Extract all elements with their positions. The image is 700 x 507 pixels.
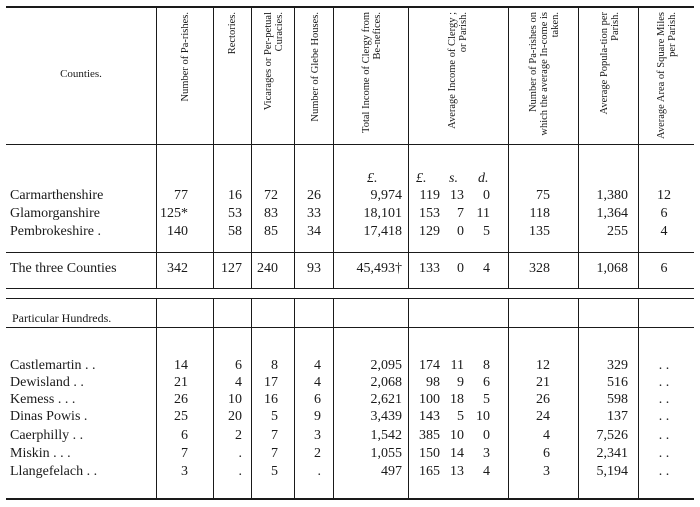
cell-rectories: 20 (228, 409, 242, 424)
header-parishes-average-text: Number of Pa-rishes on which the average In-come is taken. (527, 12, 561, 136)
cell-vicarages: 17 (264, 375, 278, 390)
horizontal-rule (6, 298, 694, 299)
cell-rectories: 53 (228, 206, 242, 221)
cell-shillings: 13 (450, 464, 464, 479)
cell-area: . . (658, 392, 670, 407)
cell-population: 598 (607, 392, 628, 407)
cell-vicarages: 7 (271, 428, 278, 443)
cell-total: 17,418 (363, 224, 402, 239)
unit-shillings: s. (449, 171, 458, 186)
cell-parishes: 26 (174, 392, 188, 407)
cell-parishes: 6 (181, 428, 188, 443)
cell-parishes: 21 (174, 375, 188, 390)
cell-population: 1,380 (596, 188, 628, 203)
cell-shillings: 5 (457, 409, 464, 424)
cell-vicarages: 5 (271, 464, 278, 479)
cell-rectories: 2 (235, 428, 242, 443)
vertical-rule (156, 298, 157, 498)
cell-area: 6 (660, 261, 668, 276)
vertical-rule (578, 8, 579, 288)
cell-shillings: 7 (457, 206, 464, 221)
cell-glebe: 93 (307, 261, 321, 276)
cell-population: 255 (607, 224, 628, 239)
cell-vicarages: 85 (264, 224, 278, 239)
cell-glebe: 9 (314, 409, 321, 424)
horizontal-rule (6, 288, 694, 289)
cell-glebe: 33 (307, 206, 321, 221)
cell-total: 1,055 (370, 446, 402, 461)
cell-area: 4 (660, 224, 668, 239)
vertical-rule (294, 8, 295, 288)
cell-pence: 0 (483, 428, 490, 443)
section-title-hundreds: Particular Hundreds. (12, 311, 112, 325)
cell-population: 2,341 (596, 446, 628, 461)
cell-parishes-avg: 21 (536, 375, 550, 390)
horizontal-rule (6, 327, 694, 328)
cell-area: . . (658, 375, 670, 390)
cell-vicarages: 16 (264, 392, 278, 407)
cell-name: Glamorganshire (10, 206, 100, 221)
cell-name: The three Counties (10, 261, 117, 276)
cell-pence: 5 (483, 392, 490, 407)
cell-rectories: 6 (235, 358, 242, 373)
cell-pounds: 174 (419, 358, 440, 373)
cell-name: Caerphilly . . (10, 428, 84, 443)
cell-total: 45,493† (356, 261, 402, 276)
cell-total: 18,101 (363, 206, 402, 221)
cell-rectories: 127 (221, 261, 242, 276)
cell-glebe: 26 (307, 188, 321, 203)
vertical-rule (294, 298, 295, 498)
cell-parishes: 342 (167, 261, 188, 276)
header-average-income-text: Average Income of Clergy ; or Parish. (447, 12, 469, 129)
cell-pounds: 129 (419, 224, 440, 239)
cell-pounds: 385 (419, 428, 440, 443)
vertical-rule (156, 8, 157, 288)
header-average-population (582, 12, 637, 140)
cell-rectories: . (238, 464, 242, 479)
header-average-income (412, 12, 504, 140)
header-vicarages (255, 12, 293, 140)
header-average-population-text: Average Popula-tion per Parish. (598, 12, 621, 115)
cell-name: Kemess . . . (10, 392, 76, 407)
cell-total: 2,621 (370, 392, 402, 407)
cell-glebe: 34 (307, 224, 321, 239)
cell-pence: 3 (483, 446, 490, 461)
cell-total: 1,542 (370, 428, 402, 443)
header-parishes (160, 12, 210, 140)
cell-pence: 10 (476, 409, 490, 424)
cell-shillings: 18 (450, 392, 464, 407)
cell-pence: 8 (483, 358, 490, 373)
cell-vicarages: 83 (264, 206, 278, 221)
cell-vicarages: 240 (257, 261, 278, 276)
cell-parishes: 125* (160, 206, 188, 221)
cell-glebe: 6 (314, 392, 321, 407)
horizontal-rule (6, 6, 694, 8)
cell-pence: 4 (483, 464, 490, 479)
cell-pounds: 143 (419, 409, 440, 424)
unit-pence: d. (478, 171, 489, 186)
cell-name: Dinas Powis . (10, 409, 88, 424)
header-total-income-text: Total Income of Clergy from Be-nefices. (361, 12, 383, 133)
header-counties: Counties. (60, 68, 102, 80)
vertical-rule (578, 298, 579, 498)
vertical-rule (213, 8, 214, 288)
cell-parishes: 7 (181, 446, 188, 461)
cell-pence: 11 (476, 206, 490, 221)
cell-pounds: 119 (419, 188, 440, 203)
cell-area: 12 (657, 188, 671, 203)
cell-parishes: 3 (181, 464, 188, 479)
cell-total: 2,095 (370, 358, 402, 373)
horizontal-rule (6, 144, 694, 145)
cell-rectories: 58 (228, 224, 242, 239)
cell-parishes-avg: 24 (536, 409, 550, 424)
cell-parishes: 140 (167, 224, 188, 239)
cell-area: . . (658, 428, 670, 443)
cell-pounds: 133 (419, 261, 440, 276)
cell-pounds: 165 (419, 464, 440, 479)
cell-vicarages: 72 (264, 188, 278, 203)
cell-shillings: 9 (457, 375, 464, 390)
cell-parishes-avg: 6 (543, 446, 550, 461)
cell-area: . . (658, 409, 670, 424)
header-average-area (642, 12, 692, 140)
cell-pounds: 98 (426, 375, 440, 390)
vertical-rule (251, 8, 252, 288)
cell-name: Llangefelach . . (10, 464, 98, 479)
cell-parishes-avg: 12 (536, 358, 550, 373)
cell-area: . . (658, 446, 670, 461)
cell-rectories: 10 (228, 392, 242, 407)
header-rectories (217, 12, 247, 140)
cell-rectories: . (238, 446, 242, 461)
horizontal-rule (6, 252, 694, 253)
cell-name: Miskin . . . (10, 446, 71, 461)
cell-parishes-avg: 26 (536, 392, 550, 407)
cell-glebe: 3 (314, 428, 321, 443)
header-average-area-text: Average Area of Square Miles per Parish. (656, 12, 678, 139)
cell-area: . . (658, 464, 670, 479)
vertical-rule (508, 8, 509, 288)
cell-vicarages: 5 (271, 409, 278, 424)
cell-pence: 5 (483, 224, 490, 239)
cell-vicarages: 8 (271, 358, 278, 373)
cell-glebe: 2 (314, 446, 321, 461)
cell-rectories: 4 (235, 375, 242, 390)
cell-parishes: 25 (174, 409, 188, 424)
horizontal-rule (6, 498, 694, 500)
cell-glebe: 4 (314, 358, 321, 373)
vertical-rule (251, 298, 252, 498)
cell-total: 3,439 (370, 409, 402, 424)
cell-pounds: 153 (419, 206, 440, 221)
cell-pence: 4 (483, 261, 490, 276)
cell-area: 6 (660, 206, 668, 221)
cell-glebe: . (317, 464, 321, 479)
cell-rectories: 16 (228, 188, 242, 203)
cell-shillings: 0 (457, 261, 464, 276)
cell-population: 137 (607, 409, 628, 424)
vertical-rule (333, 298, 334, 498)
cell-shillings: 11 (450, 358, 464, 373)
cell-parishes: 14 (174, 358, 188, 373)
header-total-income (337, 12, 407, 140)
vertical-rule (638, 8, 639, 288)
cell-parishes-avg: 328 (529, 261, 550, 276)
cell-population: 329 (607, 358, 628, 373)
cell-shillings: 13 (450, 188, 464, 203)
cell-pence: 6 (483, 375, 490, 390)
cell-parishes-avg: 75 (536, 188, 550, 203)
header-parishes-average (512, 12, 576, 140)
header-rectories-text: Rectories. (226, 12, 238, 55)
cell-population: 5,194 (596, 464, 628, 479)
cell-glebe: 4 (314, 375, 321, 390)
cell-name: Carmarthenshire (10, 188, 104, 203)
cell-shillings: 14 (450, 446, 464, 461)
header-glebe-text: Number of Glebe Houses. (309, 12, 321, 122)
header-parishes-text: Number of Pa-rishes. (179, 12, 191, 102)
cell-population: 1,364 (596, 206, 628, 221)
cell-pounds: 100 (419, 392, 440, 407)
cell-parishes-avg: 4 (543, 428, 550, 443)
vertical-rule (638, 298, 639, 498)
cell-parishes-avg: 118 (529, 206, 550, 221)
vertical-rule (408, 8, 409, 288)
vertical-rule (408, 298, 409, 498)
cell-parishes-avg: 135 (529, 224, 550, 239)
cell-shillings: 0 (457, 224, 464, 239)
vertical-rule (508, 298, 509, 498)
header-vicarages-text: Vicarages or Per-petual Curacies. (263, 12, 285, 111)
header-glebe (298, 12, 332, 140)
cell-name: Pembrokeshire . (10, 224, 101, 239)
cell-area: . . (658, 358, 670, 373)
cell-name: Castlemartin . . (10, 358, 96, 373)
cell-population: 7,526 (596, 428, 628, 443)
cell-population: 516 (607, 375, 628, 390)
cell-total: 9,974 (370, 188, 402, 203)
cell-pounds: 150 (419, 446, 440, 461)
unit-total-pounds: £. (367, 171, 378, 186)
cell-total: 497 (381, 464, 402, 479)
cell-total: 2,068 (370, 375, 402, 390)
cell-parishes-avg: 3 (543, 464, 550, 479)
cell-name: Dewisland . . (10, 375, 84, 390)
cell-pence: 0 (483, 188, 490, 203)
cell-population: 1,068 (596, 261, 628, 276)
cell-parishes: 77 (174, 188, 188, 203)
cell-shillings: 10 (450, 428, 464, 443)
unit-pounds: £. (416, 171, 427, 186)
vertical-rule (213, 298, 214, 498)
vertical-rule (333, 8, 334, 288)
cell-vicarages: 7 (271, 446, 278, 461)
